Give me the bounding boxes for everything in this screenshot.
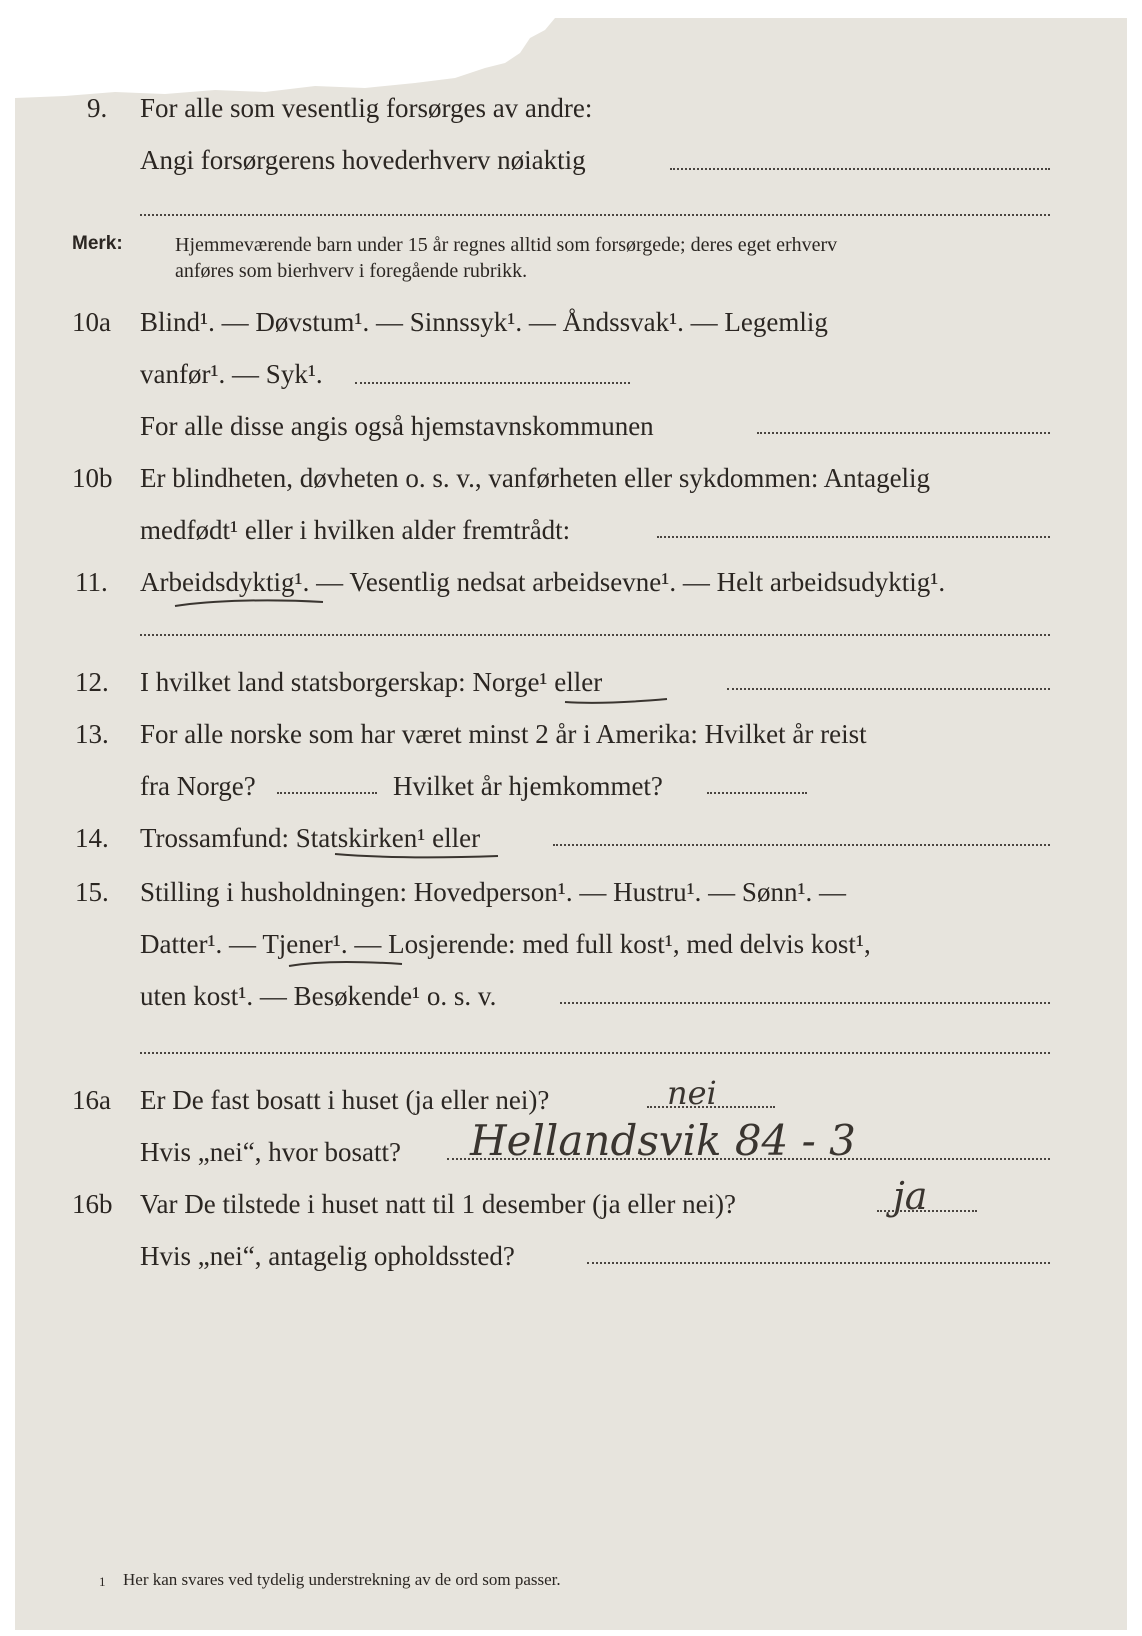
q16a-line2: Hvis „nei“, hvor bosatt? [140,1137,401,1167]
q15-line3: uten kost¹. — Besøkende¹ o. s. v. [140,981,497,1011]
census-form-page [15,18,1127,1630]
q15-line2: Datter¹. — Tjener¹. — Losjerende: med full kost¹, med delvis kost¹, [140,929,871,959]
q13-line2a: fra Norge? [140,771,256,801]
q15-line1: Stilling i husholdningen: Hovedperson¹. — Hustru¹. — Sønn¹. — [140,877,847,907]
q16a-answer1: nei [667,1074,717,1112]
q10a-line1: Blind¹. — Døvstum¹. — Sinnssyk¹. — Åndssvak¹. — Legemlig [140,307,828,337]
q16a-answer2: Hellandsvik 84 - 3 [470,1116,856,1165]
merk-line2: anføres som bierhverv i foregående rubrikk. [175,260,528,282]
q10b-line2: medfødt¹ eller i hvilken alder fremtrådt: [140,515,571,545]
q16a-number: 16a [72,1085,111,1115]
q11-number: 11. [75,567,108,597]
q12-line1: I hvilket land statsborgerskap: Norge¹ eller [140,667,603,697]
footnote-text: Her kan svares ved tydelig understrekning av de ord som passer. [123,1570,561,1589]
q16b-line2: Hvis „nei“, antagelig opholdssted? [140,1241,515,1271]
q13-number: 13. [75,719,109,749]
q10a-line2: vanfør¹. — Syk¹. [140,359,323,389]
q10b-number: 10b [72,463,113,493]
q16b-number: 16b [72,1189,113,1219]
q15-underline-mark [287,958,407,972]
q10a-number: 10a [72,307,111,337]
q16b-opholdssted-field[interactable] [587,1262,1050,1264]
q10a-answer-field[interactable] [355,382,630,384]
q14-underline-mark [333,850,503,864]
q9-extra-field[interactable] [140,214,1050,216]
q11-extra-field[interactable] [140,634,1050,636]
q11-line1: Arbeidsdyktig¹. — Vesentlig nedsat arbeidsevne¹. — Helt arbeidsudyktig¹. [140,567,946,597]
q15-extra-field[interactable] [140,1052,1050,1054]
q16a-line1: Er De fast bosatt i huset (ja eller nei)? [140,1085,550,1115]
q9-line1: For alle som vesentlig forsørges av andre: [140,93,593,123]
q13-hjemkommet-field[interactable] [707,792,807,794]
q9-line2: Angi forsørgerens hovederhverv nøiaktig [140,145,586,175]
q13-line2b: Hvilket år hjemkommet? [393,771,663,801]
q10a-kommune-field[interactable] [757,432,1050,434]
q16b-line1: Var De tilstede i huset natt til 1 desember (ja eller nei)? [140,1189,737,1219]
q11-underline-mark [173,596,333,612]
q10b-line1: Er blindheten, døvheten o. s. v., vanførheten eller sykdommen: Antagelig [140,463,931,493]
q12-number: 12. [75,667,109,697]
q13-reist-field[interactable] [277,792,377,794]
q14-answer-field[interactable] [553,844,1050,846]
q12-underline-mark [563,696,673,708]
q16b-answer1: ja [893,1174,928,1218]
merk-line1: Hjemmeværende barn under 15 år regnes alltid som forsørgede; deres eget erhverv [175,234,838,256]
q9-number: 9. [87,93,108,123]
q10a-line3: For alle disse angis også hjemstavnskommunen [140,411,654,441]
q13-line1: For alle norske som har været minst 2 år i Amerika: Hvilket år reist [140,719,867,749]
q14-number: 14. [75,823,109,853]
q10b-answer-field[interactable] [657,536,1050,538]
q15-number: 15. [75,877,109,907]
footnote-mark: 1 [99,1574,106,1589]
q15-answer-field[interactable] [560,1002,1050,1004]
q9-answer-field[interactable] [670,168,1050,170]
q12-answer-field[interactable] [727,688,1050,690]
q14-line1: Trossamfund: Statskirken¹ eller [140,823,481,853]
merk-label: Merk: [72,233,123,254]
torn-edge [15,18,1127,98]
